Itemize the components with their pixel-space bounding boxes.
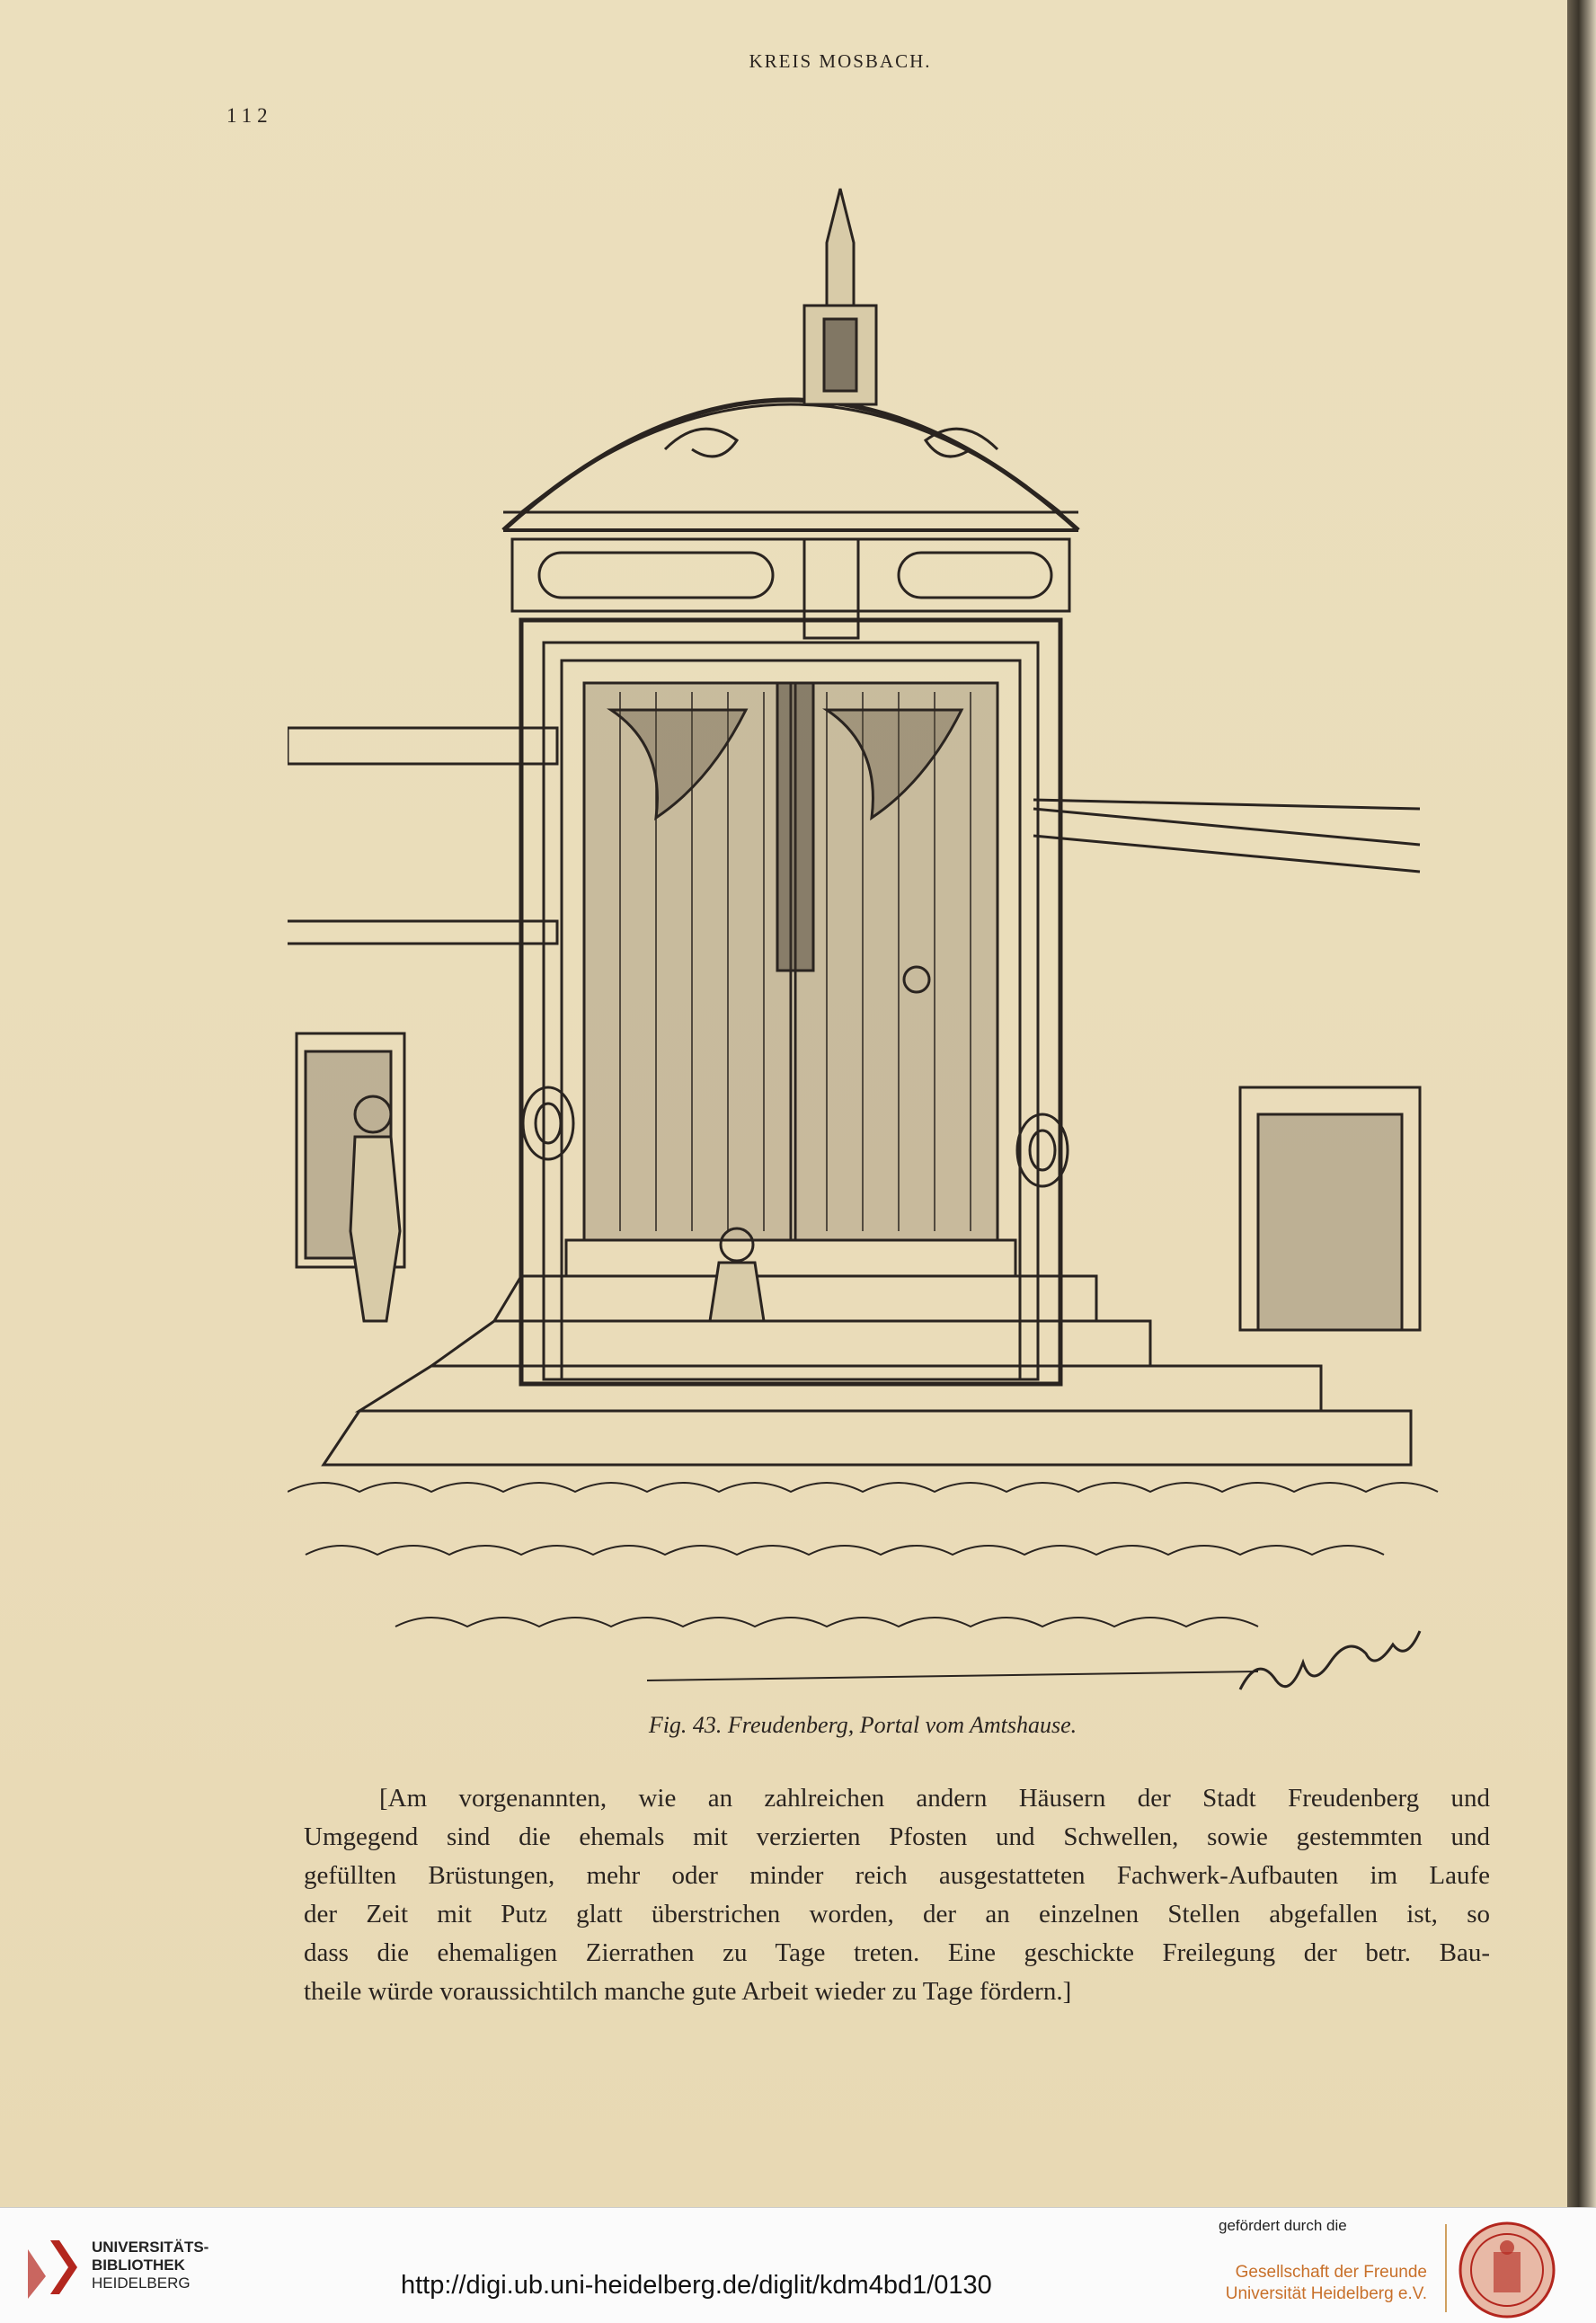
body-paragraph (304, 1779, 1490, 2011)
running-head: KREIS MOSBACH. (749, 50, 932, 72)
university-library-logo-icon (23, 2231, 86, 2303)
library-name-line1: UNIVERSITÄTS- (92, 2239, 209, 2256)
body-line: theile würde voraussichtilch manche gute Arbeit wieder zu Tage fördern.] (304, 1977, 1072, 2006)
page-number: 112 (226, 104, 273, 127)
footer-divider (1445, 2224, 1447, 2312)
portal-drawing (288, 153, 1456, 1734)
digitization-footer (0, 2207, 1596, 2323)
sponsor-name-line2: Universität Heidelberg e.V. (1225, 2284, 1427, 2303)
library-name-line2: BIBLIOTHEK (92, 2257, 185, 2274)
figure-portal-illustration (288, 153, 1456, 1734)
sponsor-name (1219, 2262, 1427, 2305)
library-name (92, 2239, 208, 2292)
body-line: Umgegend sind die ehemals mit verzierten Pfosten und Schwellen, sowie gestemmten und (304, 1822, 1490, 1851)
sponsor-label: gefördert durch die (1219, 2217, 1347, 2234)
page-edge (1567, 0, 1596, 2207)
library-name-line3: HEIDELBERG (92, 2274, 191, 2292)
body-line: der Zeit mit Putz glatt überstrichen worden, der an einzelnen Stellen abgefallen ist, so (304, 1900, 1490, 1928)
body-line: [Am vorgenannten, wie an zahlreichen andern Häusern der Stadt Freudenberg und (379, 1784, 1490, 1813)
body-line: dass die ehemaligen Zierrathen zu Tage treten. Eine geschickte Freilegung der betr. Bau- (304, 1938, 1490, 1967)
body-line: gefüllten Brüstungen, mehr oder minder reich ausgestatteten Fachwerk-Aufbauten im Laufe (304, 1861, 1490, 1890)
permalink-url[interactable]: http://digi.ub.uni-heidelberg.de/diglit/kdm4bd1/0130 (401, 2271, 992, 2300)
university-seal-icon (1458, 2221, 1556, 2319)
sponsor-name-line1: Gesellschaft der Freunde (1235, 2263, 1427, 2282)
figure-caption: Fig. 43. Freudenberg, Portal vom Amtshause. (648, 1712, 1077, 1738)
